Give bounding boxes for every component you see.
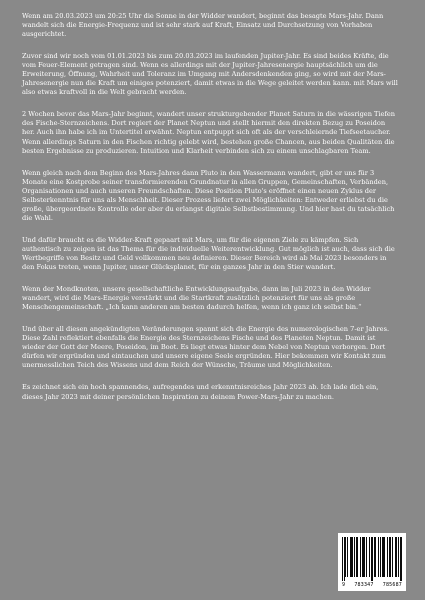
paragraph-6: Wenn der Mondknoten, unsere gesellschaftliche Entwicklungsaufgabe, dann im Juli 2023 in den Widder wandert, wird die Mars-Energie verstärkt und die Startkraft zusätzlich potenziert für uns als große Menschengemeinschaft. „Ich kann anderen am besten dadurch helfen, wenn ich ganz ich selbst bin.“ xyxy=(22,285,371,312)
barcode-bar xyxy=(387,537,388,577)
barcode-bar xyxy=(354,537,355,577)
paragraph-7: Und über all diesen angekündigten Veränderungen spannt sich die Energie des numerologischen 7-er Jahres. Diese Zahl reflektiert ebenfalls die Energie des Sternzeichens Fische und des Planeten Neptun. Damit ist wieder der Gott der Meere, Poseidon, im Boot. Es liegt etwas hinter dem Nebel von Neptun verborgen. Dort dürfen wir ergründen und eintauchen und unsere eigene Seele ergründen. Hier bekommen wir Kontakt zum unermesslichen Teich des Wissens und dem Reich der Wünsche, Träume und Möglichkeiten. xyxy=(22,325,390,370)
isbn-barcode xyxy=(338,533,406,591)
paragraph-2: Zuvor sind wir noch vom 01.01.2023 bis zum 20.03.2023 im laufenden Jupiter-Jahr. Es sind beides Kräfte, die vom Feuer-Element getragen sind. Wenn es allerdings mit der Jupiter-Jahresenergie hauptsächlich um die Erweiterung, Öffnung, Wahrheit und Toleranz im Umgang mit Andersdenkenden ging, so wird mit der Mars-Jahresenergie nun die Kraft um einiges potenziert, damit etwas in die Wege geleitet werden kann. mit Mars will also etwas kraftvoll in die Welt gebracht werden. xyxy=(22,52,398,97)
barcode-bar xyxy=(371,537,372,581)
paragraph-8: Es zeichnet sich ein hoch spannendes, aufregendes und erkenntnisreiches Jahr 2023 ab. Ich lade dich ein, dieses Jahr 2023 mit deiner persönlichen Inspiration zu deinem Power-Mars-Jahr zu machen. xyxy=(22,383,379,401)
barcode-bar xyxy=(363,537,364,577)
barcode-bar xyxy=(364,537,365,577)
barcode-bar xyxy=(400,537,401,581)
barcode-bar xyxy=(352,537,353,577)
barcode-bar xyxy=(362,537,363,577)
barcode-bar xyxy=(356,537,357,577)
barcode-bar xyxy=(396,537,397,577)
barcode-bar xyxy=(390,537,391,577)
barcode-bar xyxy=(345,537,346,577)
barcode-bars xyxy=(342,537,402,581)
barcode-bar xyxy=(389,537,390,577)
barcode-bar xyxy=(347,537,348,577)
barcode-bar xyxy=(378,537,379,577)
barcode-bar xyxy=(398,537,399,577)
paragraph-5: Und dafür braucht es die Widder-Kraft gepaart mit Mars, um für die eigenen Ziele zu kämpfen. Sich authentisch zu zeigen ist das Thema für die individuelle Weiterentwicklung. Gut möglich ist auch, dass sich die Wertbegriffe von Besitz und Geld vollkommen neu definieren. Dieser Bereich wird ab Mai 2023 besonders in den Fokus treten, wenn Jupiter, unser Glücksplanet, für ein ganzes Jahr in den Stier wandert. xyxy=(22,235,395,272)
barcode-bar xyxy=(351,537,352,577)
barcode-bar xyxy=(392,537,393,577)
blurb-text xyxy=(22,12,399,402)
barcode-digits xyxy=(342,582,402,588)
barcode-bar xyxy=(374,537,375,577)
barcode-bar xyxy=(372,537,373,581)
barcode-bar xyxy=(350,537,351,577)
barcode-bar xyxy=(383,537,384,577)
paragraph-4: Wenn gleich nach dem Beginn des Mars-Jahres dann Pluto in den Wassermann wandert, gibt er uns für 3 Monate eine Kostprobe seiner transformierenden Grundnatur in allen Gruppen, Gemeinschaften, Verbänden, Organisationen und auch unseren Freundschaften. Diese Position Pluto's eröffnet einen neuen Zyklus der Selbsterkenntnis für uns als Menschheit. Dieser Prozess liefert zwei Möglichkeiten: Entweder erliebst du die große, übergeordnete Kontrolle oder aber du erlangst digitale Selbstbestimmung. Und hier hast du tatsächlich die Wahl. xyxy=(22,168,395,222)
barcode-bar xyxy=(384,537,385,577)
barcode-bar xyxy=(342,537,343,581)
barcode-bar xyxy=(382,537,383,577)
barcode-group-2: 785687 xyxy=(382,582,402,588)
barcode-bar xyxy=(395,537,396,577)
barcode-lead-digit: 9 xyxy=(342,582,346,588)
barcode-bar xyxy=(360,537,361,577)
paragraph-1: Wenn am 20.03.2023 um 20:25 Uhr die Sonne in der Widder wandert, beginnt das besagte Mars-Jahr. Dann wandelt sich die Energie-Frequenz und ist sehr stark auf Kraft, Einsatz und Durchsetzung von Vorhaben ausgerichtet. xyxy=(22,12,384,39)
barcode-bar xyxy=(357,537,358,577)
paragraph-3: 2 Wochen bevor das Mars-Jahr beginnt, wandert unser strukturgebender Planet Saturn in die wässrigen Tiefen des Fische-Sternzeichens. Dort regiert der Planet Neptun und stellt hiermit den direkten Bezug zu Poseidon her. Auch ihn habe ich im Untertitel erwähnt. Neptun entpuppt sich oft als der verschleiernde Tiefseetaucher. Wenn allerdings Saturn in den Fischen richtig gelebt wird, bestehen große Chancen, aus beiden Qualitäten die besten Ergebnisse zu produzieren. Intuition und Klarheit verbinden sich zu einem unschlagbaren Team. xyxy=(22,110,396,155)
barcode-bar xyxy=(401,537,402,581)
barcode-bar xyxy=(380,537,381,577)
barcode-bar xyxy=(366,537,367,577)
barcode-group-1: 783347 xyxy=(354,582,374,588)
barcode-bar xyxy=(369,537,370,577)
barcode-bar xyxy=(375,537,376,577)
barcode-bar xyxy=(344,537,345,581)
